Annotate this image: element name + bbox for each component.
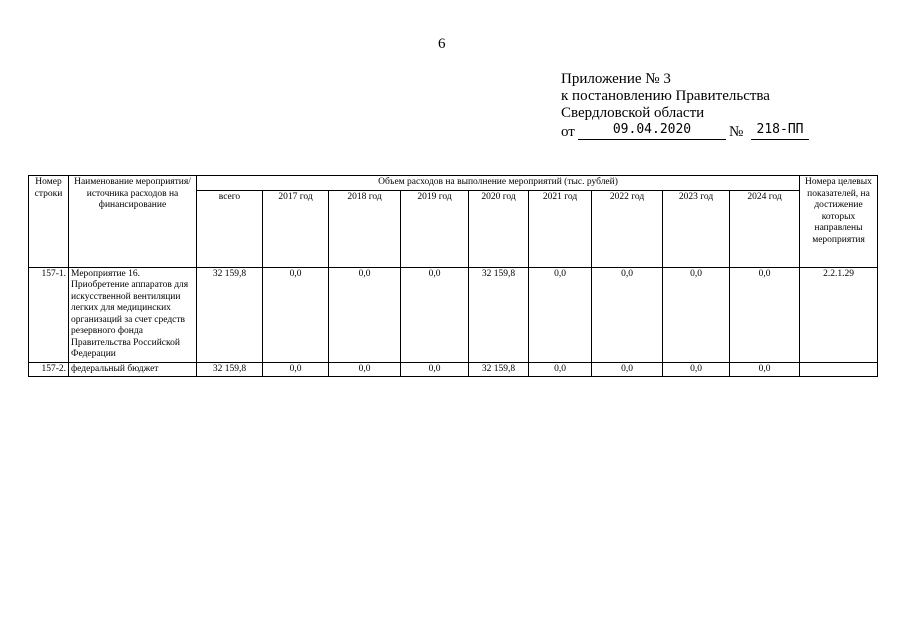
row-year-value: 0,0 [663,362,730,377]
header-row-number: Номер строки [29,176,69,268]
row-year-value: 0,0 [730,362,800,377]
row-year-value: 0,0 [329,362,401,377]
appendix-header [561,71,804,141]
table-header-row [29,176,878,191]
header-targets: Номера целевых показателей, на достижение которых направлены мероприятия [800,176,878,268]
row-year-value: 0,0 [592,362,663,377]
decree-date: 09.04.2020 [578,122,726,140]
table-row [29,267,878,362]
decree-date-number [561,122,804,141]
row-year-value: 0,0 [529,362,592,377]
row-targets: 2.2.1.29 [800,267,878,362]
row-total: 32 159,8 [197,362,263,377]
header-year: 2018 год [329,190,401,267]
row-year-value: 0,0 [401,362,469,377]
appendix-title: Приложение № 3 [561,71,671,87]
row-year-value: 0,0 [663,267,730,362]
header-year: 2019 год [401,190,469,267]
row-year-value: 0,0 [329,267,401,362]
row-number: 157-2. [29,362,69,377]
row-number: 157-1. [29,267,69,362]
row-targets [800,362,878,377]
header-year: 2017 год [263,190,329,267]
row-name: Мероприятие 16. Приобретение аппаратов для искусственной вентиляции легких для медицинских организаций за счет средств резервного фонда Правительства Российской Федерации [69,267,197,362]
header-volume-group: Объем расходов на выполнение мероприятий (тыс. рублей) [197,176,800,191]
table-row [29,362,878,377]
row-year-value: 32 159,8 [469,267,529,362]
row-year-value: 0,0 [592,267,663,362]
row-year-value: 0,0 [263,362,329,377]
row-year-value: 32 159,8 [469,362,529,377]
row-year-value: 0,0 [401,267,469,362]
row-total: 32 159,8 [197,267,263,362]
header-year: 2022 год [592,190,663,267]
header-year: 2024 год [730,190,800,267]
header-year: 2021 год [529,190,592,267]
appendix-decree: к постановлению Правительства [561,88,770,104]
number-prefix: № [729,124,744,140]
row-year-value: 0,0 [730,267,800,362]
decree-number: 218-ПП [751,122,809,140]
header-total: всего [197,190,263,267]
appendix-region: Свердловской области [561,105,705,121]
header-year: 2023 год [663,190,730,267]
date-prefix: от [561,124,575,140]
page-number: 6 [438,36,446,52]
header-year: 2020 год [469,190,529,267]
row-year-value: 0,0 [529,267,592,362]
row-year-value: 0,0 [263,267,329,362]
row-name: федеральный бюджет [69,362,197,377]
expenditure-table [28,175,878,377]
header-name: Наименование мероприятия/ источника расходов на финансирование [69,176,197,268]
